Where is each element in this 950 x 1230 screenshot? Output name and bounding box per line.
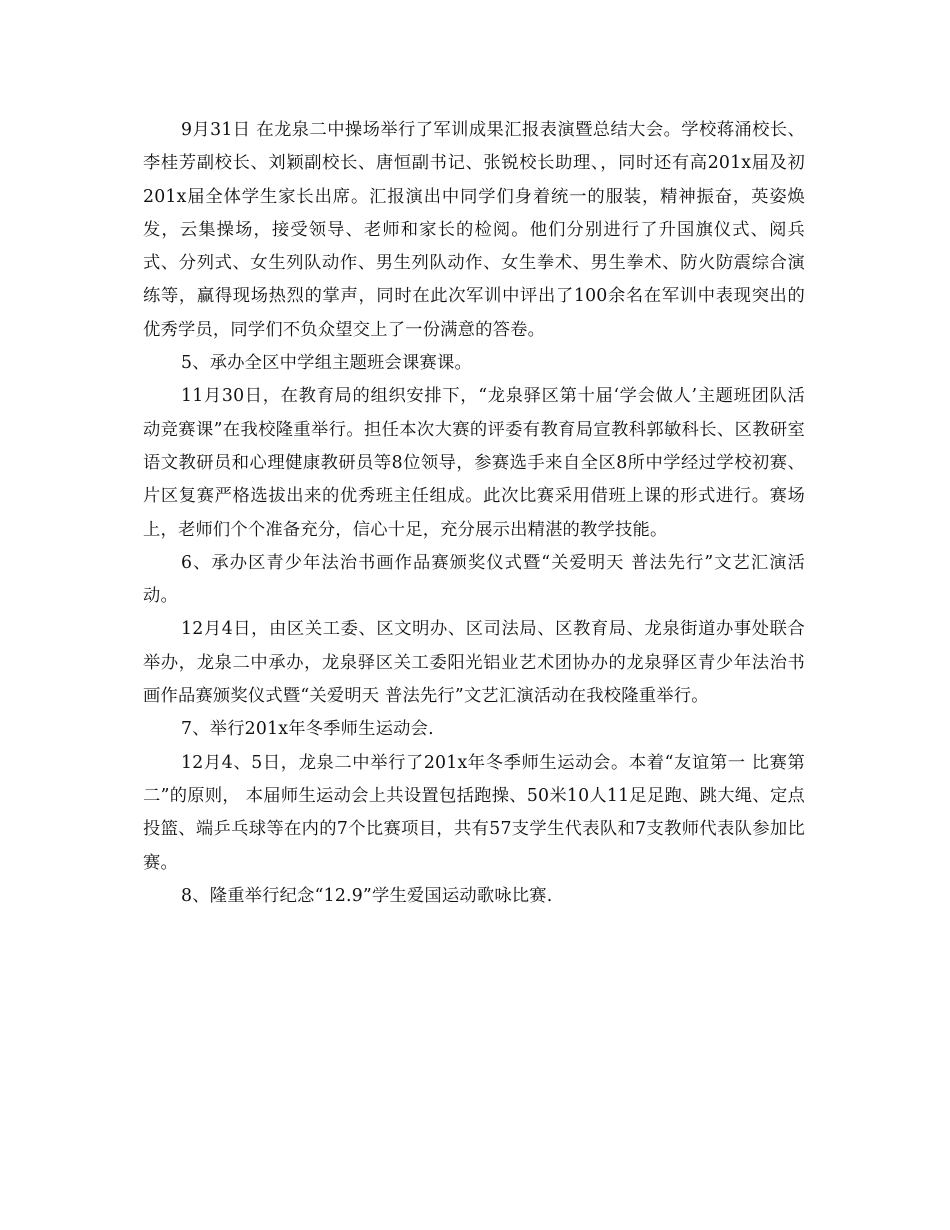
paragraph-law-calligraphy-awards: 12月4日，由区关工委、区文明办、区司法局、区教育局、龙泉街道办事处联合举办，龙泉二中承办，龙泉驿区关工委阳光铝业艺术团协办的龙泉驿区青少年法治书画作品赛颁奖仪式暨“关爱明天 普法先行”文艺汇演活动在我校隆重举行。	[143, 619, 805, 707]
document-body	[143, 114, 805, 913]
paragraph-winter-sports-meet: 12月4、5日，龙泉二中举行了201x年冬季师生运动会。本着“友谊第一 比赛第二”的原则， 本届师生运动会上共设置包括跑操、50米10人11足足跑、跳大绳、定点投篮、端乒乓球等在内的7个比赛项目，共有57支学生代表队和7支教师代表队参加比赛。	[143, 752, 805, 873]
paragraph-item-8-heading: 8、隆重举行纪念“12.9”学生爱国运动歌咏比赛.	[181, 885, 553, 906]
paragraph-class-meeting-contest: 11月30日，在教育局的组织安排下，“龙泉驿区第十届‘学会做人’主题班团队活动竞赛课”在我校隆重举行。担任本次大赛的评委有教育局宣教科郭敏科长、区教研室语文教研员和心理健康教研员等8位领导，参赛选手来自全区8所中学经过学校初赛、片区复赛严格选拔出来的优秀班主任组成。此次比赛采用借班上课的形式进行。赛场上，老师们个个准备充分，信心十足，充分展示出精湛的教学技能。	[143, 386, 805, 540]
paragraph-item-5-heading: 5、承办全区中学组主题班会课赛课。	[181, 353, 472, 374]
paragraph-item-7-heading: 7、举行201x年冬季师生运动会.	[181, 719, 434, 740]
paragraph-item-6-heading: 6、承办区青少年法治书画作品赛颁奖仪式暨“关爱明天 普法先行”文艺汇演活动。	[143, 552, 805, 607]
paragraph-military-training-report: 9月31日 在龙泉二中操场举行了军训成果汇报表演暨总结大会。学校蒋涌校长、李桂芳副校长、刘颖副校长、唐恒副书记、张锐校长助理、，同时还有高201x届及初201x届全体学生家长出席。汇报演出中同学们身着统一的服装，精神振奋，英姿焕发，云集操场，接受领导、老师和家长的检阅。他们分别进行了升国旗仪式、阅兵式、分列式、女生列队动作、男生列队动作、女生拳术、男生拳术、防火防震综合演练等，赢得现场热烈的掌声，同时在此次军训中评出了100余名在军训中表现突出的优秀学员，同学们不负众望交上了一份满意的答卷。	[143, 120, 805, 340]
